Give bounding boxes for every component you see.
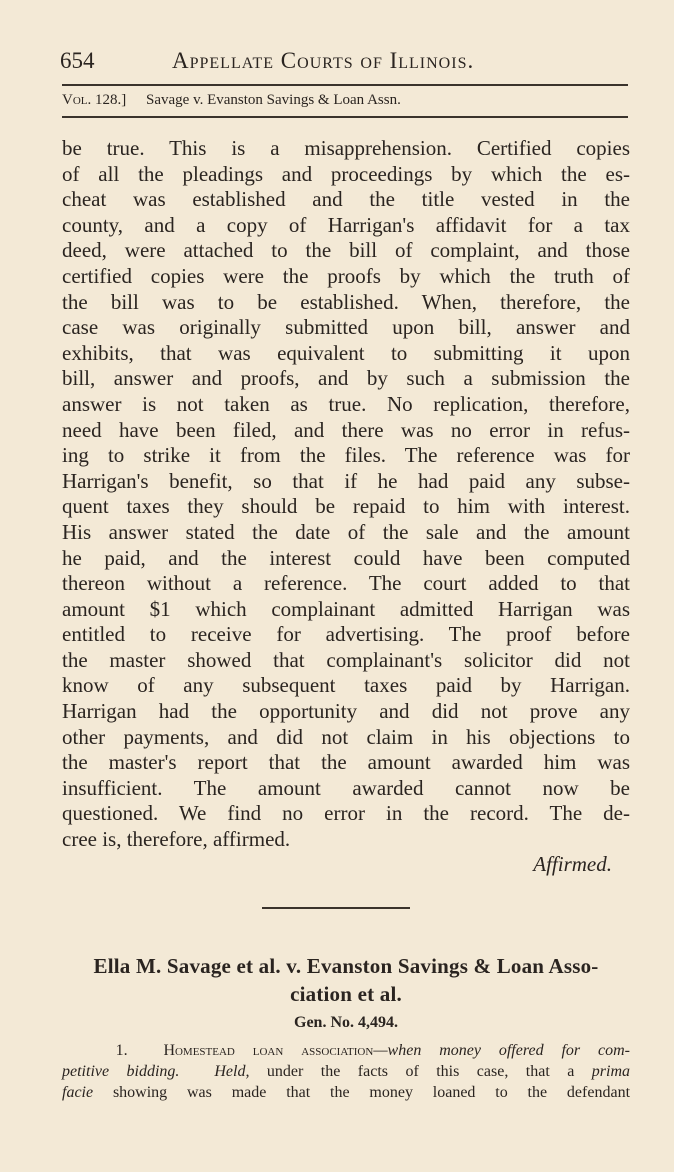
disposition: Affirmed.: [533, 852, 612, 876]
text-line: His answer stated the date of the sale and the amount: [62, 519, 630, 544]
section-divider: [262, 907, 410, 909]
running-title: Appellate Courts of Illinois.: [172, 48, 475, 73]
text-line: Harrigan's benefit, so that if he had paid any subse-: [62, 468, 630, 493]
page-number: 654: [60, 48, 95, 73]
text-line: the master's report that the amount awarded him was: [62, 750, 630, 775]
text-line: ing to strike it from the files. The reference was for: [62, 443, 630, 468]
text-line: thereon without a reference. The court added to that: [62, 571, 630, 596]
docket-number: Gen. No. 4,494.: [294, 1014, 398, 1031]
text-line: certified copies were the proofs by which the truth of: [62, 263, 630, 288]
volume-label: Vol. 128.]: [62, 92, 127, 108]
text-line: cree is, therefore, affirmed.: [62, 827, 291, 852]
headnote: [62, 1040, 630, 1103]
opinion-text: [62, 136, 630, 853]
page-header: [60, 44, 628, 84]
text-line: be true. This is a misapprehension. Certified copies: [62, 136, 630, 160]
text-line: county, and a copy of Harrigan's affidavit for a tax: [62, 212, 630, 237]
text-line: Harrigan had the opportunity and did not prove any: [62, 699, 630, 724]
text-line: entitled to receive for advertising. The proof before: [62, 622, 630, 647]
text-line: other payments, and did not claim in his objections to: [62, 724, 630, 749]
text-line: questioned. We find no error in the record. The de-: [62, 801, 630, 826]
text-line: quent taxes they should be repaid to him with interest.: [62, 494, 630, 519]
text-line: cheat was established and the title vested in the: [62, 187, 630, 212]
text-line: of all the pleadings and proceedings by which the es-: [62, 161, 630, 186]
text-line: answer is not taken as true. No replication, therefore,: [62, 391, 630, 416]
text-line: insufficient. The amount awarded cannot now be: [62, 775, 630, 800]
text-line: case was originally submitted upon bill, answer and: [62, 315, 630, 340]
text-line: the bill was to be established. When, therefore, the: [62, 289, 630, 314]
text-line: he paid, and the interest could have been computed: [62, 545, 630, 570]
case-title-line: ciation et al.: [290, 982, 402, 1006]
case-subheader: [62, 92, 628, 109]
header-rule: [62, 84, 628, 86]
text-line: exhibits, that was equivalent to submitting it upon: [62, 340, 630, 365]
text-line: need have been filed, and there was no error in refus-: [62, 417, 630, 442]
text-line: know of any subsequent taxes paid by Harrigan.: [62, 673, 630, 698]
headnote-line: petitive bidding. Held, under the facts of this case, that a prima: [62, 1063, 631, 1080]
case-title-line: Ella M. Savage et al. v. Evanston Savings & Loan Asso-: [93, 954, 599, 978]
headnote-line: facie showing was made that the money loaned to the defendant: [62, 1084, 631, 1101]
text-line: bill, answer and proofs, and by such a submission the: [62, 366, 630, 391]
subheader-rule: [62, 116, 628, 118]
text-line: amount $1 which complainant admitted Harrigan was: [62, 596, 630, 621]
headnote-line: 1. Homestead loan association—when money offered for com-: [115, 1042, 631, 1059]
case-title: [62, 952, 630, 1008]
text-line: the master showed that complainant's solicitor did not: [62, 647, 630, 672]
text-line: deed, were attached to the bill of complaint, and those: [62, 238, 630, 263]
case-short-title: Savage v. Evanston Savings & Loan Assn.: [146, 92, 401, 108]
